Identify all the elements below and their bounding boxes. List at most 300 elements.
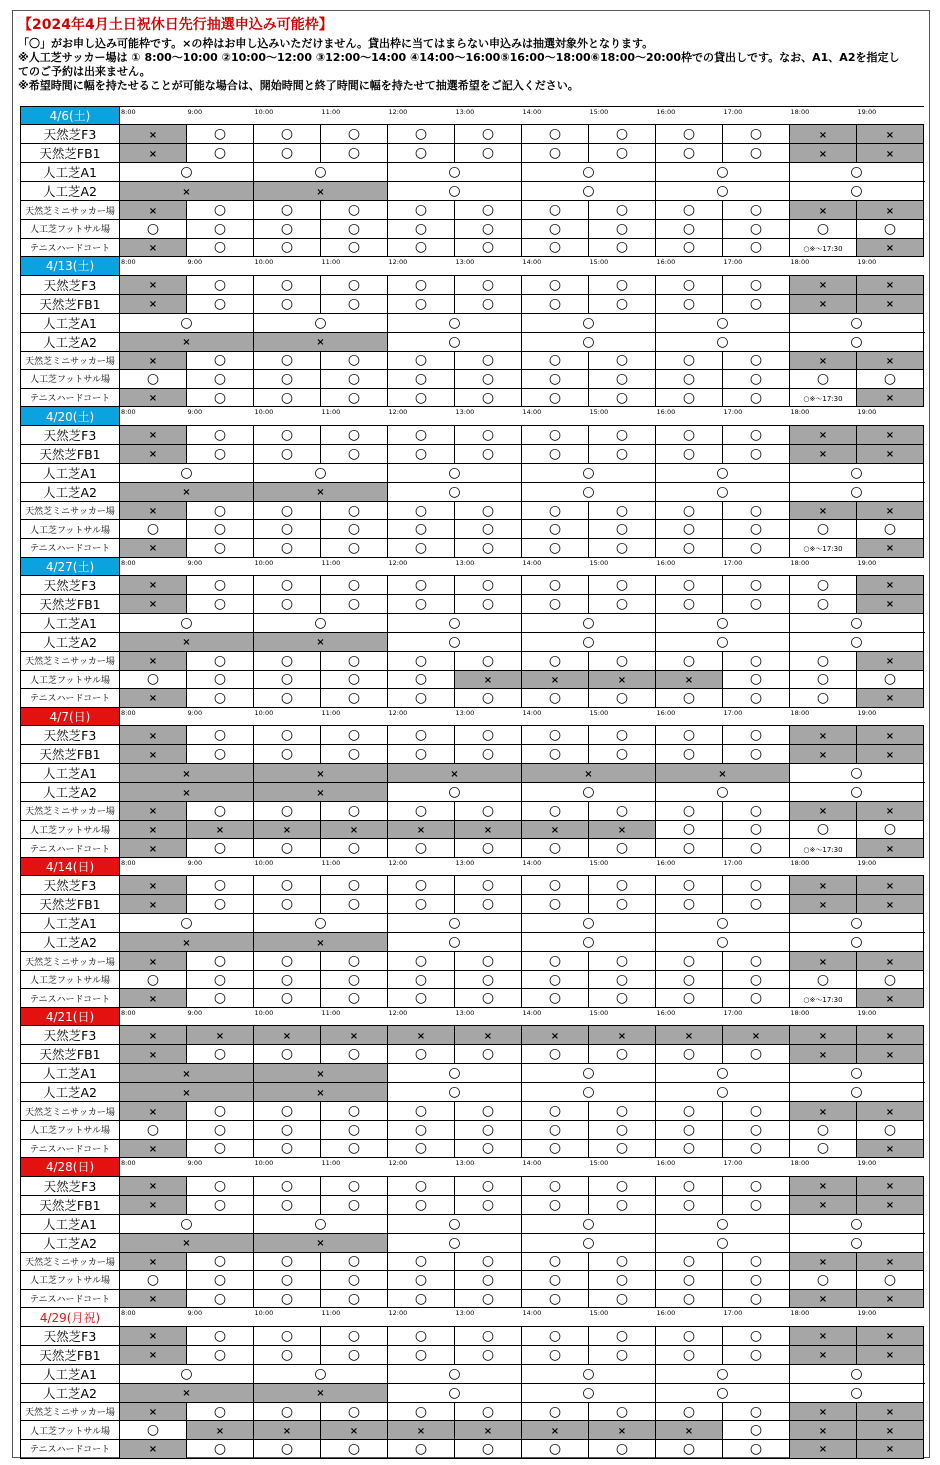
slot-available[interactable] bbox=[388, 613, 522, 632]
slot-available[interactable] bbox=[120, 1271, 187, 1290]
slot-available[interactable] bbox=[321, 238, 388, 257]
slot-available[interactable] bbox=[455, 651, 522, 670]
slot-available[interactable] bbox=[388, 895, 455, 914]
slot-available[interactable] bbox=[723, 425, 790, 444]
slot-available[interactable] bbox=[388, 1139, 455, 1158]
slot-available[interactable] bbox=[254, 388, 321, 407]
slot-available[interactable] bbox=[723, 444, 790, 463]
slot-available[interactable] bbox=[187, 1289, 254, 1308]
slot-available[interactable] bbox=[254, 613, 388, 632]
slot-available[interactable] bbox=[589, 219, 656, 238]
slot-available[interactable] bbox=[321, 444, 388, 463]
slot-available[interactable] bbox=[388, 726, 455, 745]
slot-available[interactable] bbox=[589, 689, 656, 708]
slot-available[interactable] bbox=[522, 332, 656, 351]
slot-available[interactable] bbox=[254, 238, 321, 257]
slot-available[interactable] bbox=[321, 594, 388, 613]
slot-available[interactable] bbox=[254, 1439, 321, 1458]
slot-available[interactable] bbox=[589, 1252, 656, 1271]
slot-available[interactable] bbox=[723, 651, 790, 670]
slot-available[interactable] bbox=[522, 1083, 656, 1102]
slot-available[interactable] bbox=[187, 594, 254, 613]
slot-available[interactable] bbox=[455, 1139, 522, 1158]
slot-available[interactable] bbox=[254, 1176, 321, 1195]
slot-available[interactable] bbox=[187, 501, 254, 520]
slot-available[interactable] bbox=[656, 689, 723, 708]
slot-available[interactable] bbox=[656, 1121, 723, 1140]
slot-available[interactable] bbox=[455, 689, 522, 708]
slot-available[interactable] bbox=[723, 538, 790, 557]
slot-available[interactable] bbox=[790, 463, 924, 482]
slot-available[interactable] bbox=[388, 482, 522, 501]
slot-available[interactable] bbox=[254, 594, 321, 613]
slot-available[interactable] bbox=[522, 201, 589, 220]
slot-available-until-1730[interactable] bbox=[790, 989, 857, 1008]
slot-available[interactable] bbox=[254, 895, 321, 914]
slot-available[interactable] bbox=[723, 1289, 790, 1308]
slot-available[interactable] bbox=[790, 1083, 924, 1102]
slot-available[interactable] bbox=[321, 839, 388, 858]
slot-available[interactable] bbox=[388, 294, 455, 313]
slot-available[interactable] bbox=[254, 1402, 321, 1421]
slot-available[interactable] bbox=[522, 1345, 589, 1364]
slot-available[interactable] bbox=[187, 388, 254, 407]
slot-available[interactable] bbox=[589, 895, 656, 914]
slot-available[interactable] bbox=[254, 1271, 321, 1290]
slot-available[interactable] bbox=[656, 1233, 790, 1252]
slot-available[interactable] bbox=[589, 1326, 656, 1345]
slot-available[interactable] bbox=[656, 219, 723, 238]
slot-available[interactable] bbox=[455, 745, 522, 764]
slot-available[interactable] bbox=[388, 463, 522, 482]
slot-available[interactable] bbox=[388, 538, 455, 557]
slot-available[interactable] bbox=[589, 425, 656, 444]
slot-available[interactable] bbox=[723, 201, 790, 220]
slot-available[interactable] bbox=[388, 1121, 455, 1140]
slot-available[interactable] bbox=[790, 1364, 924, 1383]
slot-available[interactable] bbox=[120, 370, 187, 389]
slot-available[interactable] bbox=[388, 351, 455, 370]
slot-available[interactable] bbox=[589, 1195, 656, 1214]
slot-available[interactable] bbox=[388, 1326, 455, 1345]
slot-available[interactable] bbox=[656, 1102, 723, 1121]
slot-available[interactable] bbox=[321, 1439, 388, 1458]
slot-available[interactable] bbox=[187, 839, 254, 858]
slot-available[interactable] bbox=[388, 332, 522, 351]
slot-available[interactable] bbox=[254, 520, 321, 539]
slot-available[interactable] bbox=[187, 1326, 254, 1345]
slot-available[interactable] bbox=[656, 1402, 723, 1421]
slot-available[interactable] bbox=[589, 238, 656, 257]
slot-available[interactable] bbox=[522, 1439, 589, 1458]
slot-available[interactable] bbox=[522, 989, 589, 1008]
slot-available[interactable] bbox=[857, 670, 924, 689]
slot-available[interactable] bbox=[790, 1121, 857, 1140]
slot-available[interactable] bbox=[187, 125, 254, 144]
slot-available[interactable] bbox=[388, 670, 455, 689]
slot-available[interactable] bbox=[388, 1083, 522, 1102]
slot-available[interactable] bbox=[254, 313, 388, 332]
slot-available[interactable] bbox=[589, 1045, 656, 1064]
slot-available[interactable] bbox=[656, 895, 723, 914]
slot-available[interactable] bbox=[120, 1364, 254, 1383]
slot-available[interactable] bbox=[656, 802, 723, 821]
slot-available[interactable] bbox=[455, 726, 522, 745]
slot-available[interactable] bbox=[254, 219, 321, 238]
slot-available[interactable] bbox=[455, 238, 522, 257]
slot-available[interactable] bbox=[388, 238, 455, 257]
slot-available[interactable] bbox=[187, 538, 254, 557]
slot-available[interactable] bbox=[589, 952, 656, 971]
slot-available[interactable] bbox=[522, 444, 589, 463]
slot-available[interactable] bbox=[857, 1271, 924, 1290]
slot-available[interactable] bbox=[388, 914, 522, 933]
slot-available[interactable] bbox=[522, 219, 589, 238]
slot-available[interactable] bbox=[388, 1345, 455, 1364]
slot-available[interactable] bbox=[388, 1064, 522, 1083]
slot-available[interactable] bbox=[187, 1139, 254, 1158]
slot-available[interactable] bbox=[455, 1045, 522, 1064]
slot-available[interactable] bbox=[522, 1102, 589, 1121]
slot-available[interactable] bbox=[522, 1402, 589, 1421]
slot-available[interactable] bbox=[321, 1195, 388, 1214]
slot-available[interactable] bbox=[790, 594, 857, 613]
slot-available[interactable] bbox=[790, 1271, 857, 1290]
slot-available[interactable] bbox=[187, 726, 254, 745]
slot-available[interactable] bbox=[790, 1139, 857, 1158]
slot-available[interactable] bbox=[455, 425, 522, 444]
slot-available[interactable] bbox=[455, 970, 522, 989]
slot-available[interactable] bbox=[254, 670, 321, 689]
slot-available[interactable] bbox=[388, 933, 522, 952]
slot-available[interactable] bbox=[388, 520, 455, 539]
slot-available[interactable] bbox=[120, 914, 254, 933]
slot-available[interactable] bbox=[522, 144, 589, 163]
slot-available[interactable] bbox=[187, 275, 254, 294]
slot-available[interactable] bbox=[187, 989, 254, 1008]
slot-available[interactable] bbox=[187, 238, 254, 257]
slot-available[interactable] bbox=[187, 1176, 254, 1195]
slot-available[interactable] bbox=[321, 726, 388, 745]
slot-available[interactable] bbox=[455, 388, 522, 407]
slot-available[interactable] bbox=[656, 726, 723, 745]
slot-available[interactable] bbox=[455, 125, 522, 144]
slot-available[interactable] bbox=[187, 1439, 254, 1458]
slot-available[interactable] bbox=[388, 1271, 455, 1290]
slot-available[interactable] bbox=[254, 144, 321, 163]
slot-available[interactable] bbox=[321, 275, 388, 294]
slot-available[interactable] bbox=[656, 275, 723, 294]
slot-available[interactable] bbox=[455, 501, 522, 520]
slot-available[interactable] bbox=[321, 1345, 388, 1364]
slot-available[interactable] bbox=[656, 1252, 723, 1271]
slot-available[interactable] bbox=[790, 670, 857, 689]
slot-available[interactable] bbox=[120, 613, 254, 632]
slot-available[interactable] bbox=[187, 425, 254, 444]
slot-available[interactable] bbox=[321, 1102, 388, 1121]
slot-available[interactable] bbox=[455, 876, 522, 895]
slot-available[interactable] bbox=[589, 275, 656, 294]
slot-available[interactable] bbox=[656, 125, 723, 144]
slot-available[interactable] bbox=[790, 482, 924, 501]
slot-available[interactable] bbox=[656, 463, 790, 482]
slot-available[interactable] bbox=[455, 1345, 522, 1364]
slot-available[interactable] bbox=[522, 1233, 656, 1252]
slot-available[interactable] bbox=[522, 783, 656, 802]
slot-available[interactable] bbox=[589, 351, 656, 370]
slot-available[interactable] bbox=[388, 689, 455, 708]
slot-available[interactable] bbox=[857, 370, 924, 389]
slot-available[interactable] bbox=[857, 820, 924, 839]
slot-available[interactable] bbox=[656, 144, 723, 163]
slot-available[interactable] bbox=[187, 689, 254, 708]
slot-available[interactable] bbox=[388, 182, 522, 201]
slot-available[interactable] bbox=[656, 1139, 723, 1158]
slot-available[interactable] bbox=[790, 370, 857, 389]
slot-available[interactable] bbox=[723, 952, 790, 971]
slot-available[interactable] bbox=[187, 1045, 254, 1064]
slot-available[interactable] bbox=[522, 313, 656, 332]
slot-available[interactable] bbox=[321, 895, 388, 914]
slot-available[interactable] bbox=[723, 1439, 790, 1458]
slot-available[interactable] bbox=[723, 294, 790, 313]
slot-available[interactable] bbox=[388, 313, 522, 332]
slot-available[interactable] bbox=[723, 520, 790, 539]
slot-available[interactable] bbox=[455, 1252, 522, 1271]
slot-available[interactable] bbox=[187, 1271, 254, 1290]
slot-available[interactable] bbox=[321, 520, 388, 539]
slot-available[interactable] bbox=[656, 163, 790, 182]
slot-available[interactable] bbox=[522, 594, 589, 613]
slot-available[interactable] bbox=[254, 538, 321, 557]
slot-available[interactable] bbox=[790, 914, 924, 933]
slot-available[interactable] bbox=[455, 1402, 522, 1421]
slot-available-until-1730[interactable] bbox=[790, 839, 857, 858]
slot-available[interactable] bbox=[388, 144, 455, 163]
slot-available[interactable] bbox=[455, 444, 522, 463]
slot-available[interactable] bbox=[589, 1345, 656, 1364]
slot-available[interactable] bbox=[254, 914, 388, 933]
slot-available-until-1730[interactable] bbox=[790, 538, 857, 557]
slot-available[interactable] bbox=[321, 201, 388, 220]
slot-available[interactable] bbox=[589, 1289, 656, 1308]
slot-available[interactable] bbox=[321, 1402, 388, 1421]
slot-available[interactable] bbox=[120, 970, 187, 989]
slot-available[interactable] bbox=[321, 1252, 388, 1271]
slot-available[interactable] bbox=[656, 1064, 790, 1083]
slot-available[interactable] bbox=[589, 839, 656, 858]
slot-available[interactable] bbox=[723, 594, 790, 613]
slot-available[interactable] bbox=[522, 275, 589, 294]
slot-available[interactable] bbox=[187, 1402, 254, 1421]
slot-available[interactable] bbox=[522, 1139, 589, 1158]
slot-available[interactable] bbox=[589, 1139, 656, 1158]
slot-available[interactable] bbox=[522, 726, 589, 745]
slot-available[interactable] bbox=[455, 1289, 522, 1308]
slot-available[interactable] bbox=[522, 876, 589, 895]
slot-available[interactable] bbox=[388, 1195, 455, 1214]
slot-available[interactable] bbox=[321, 952, 388, 971]
slot-available[interactable] bbox=[388, 594, 455, 613]
slot-available[interactable] bbox=[656, 1383, 790, 1402]
slot-available[interactable] bbox=[723, 989, 790, 1008]
slot-available[interactable] bbox=[187, 219, 254, 238]
slot-available[interactable] bbox=[790, 332, 924, 351]
slot-available[interactable] bbox=[790, 163, 924, 182]
slot-available[interactable] bbox=[455, 1121, 522, 1140]
slot-available[interactable] bbox=[388, 444, 455, 463]
slot-available[interactable] bbox=[790, 764, 924, 783]
slot-available[interactable] bbox=[790, 613, 924, 632]
slot-available[interactable] bbox=[723, 1326, 790, 1345]
slot-available[interactable] bbox=[656, 594, 723, 613]
slot-available[interactable] bbox=[187, 444, 254, 463]
slot-available[interactable] bbox=[187, 952, 254, 971]
slot-available[interactable] bbox=[254, 726, 321, 745]
slot-available[interactable] bbox=[187, 575, 254, 594]
slot-available[interactable] bbox=[522, 575, 589, 594]
slot-available[interactable] bbox=[254, 425, 321, 444]
slot-available[interactable] bbox=[254, 1345, 321, 1364]
slot-available[interactable] bbox=[656, 444, 723, 463]
slot-available[interactable] bbox=[187, 351, 254, 370]
slot-available-until-1730[interactable] bbox=[790, 238, 857, 257]
slot-available[interactable] bbox=[522, 1214, 656, 1233]
slot-available[interactable] bbox=[656, 425, 723, 444]
slot-available[interactable] bbox=[254, 125, 321, 144]
slot-available[interactable] bbox=[522, 1121, 589, 1140]
slot-available[interactable] bbox=[522, 1271, 589, 1290]
slot-available[interactable] bbox=[388, 1176, 455, 1195]
slot-available[interactable] bbox=[455, 275, 522, 294]
slot-available[interactable] bbox=[120, 313, 254, 332]
slot-available[interactable] bbox=[388, 163, 522, 182]
slot-available[interactable] bbox=[522, 745, 589, 764]
slot-available[interactable] bbox=[723, 1195, 790, 1214]
slot-available[interactable] bbox=[388, 425, 455, 444]
slot-available[interactable] bbox=[656, 1364, 790, 1383]
slot-available[interactable] bbox=[723, 370, 790, 389]
slot-available[interactable] bbox=[522, 163, 656, 182]
slot-available[interactable] bbox=[589, 745, 656, 764]
slot-available[interactable] bbox=[656, 370, 723, 389]
slot-available[interactable] bbox=[388, 989, 455, 1008]
slot-available[interactable] bbox=[254, 1045, 321, 1064]
slot-available[interactable] bbox=[321, 575, 388, 594]
slot-available[interactable] bbox=[723, 802, 790, 821]
slot-available[interactable] bbox=[656, 182, 790, 201]
slot-available[interactable] bbox=[455, 1271, 522, 1290]
slot-available[interactable] bbox=[522, 970, 589, 989]
slot-available[interactable] bbox=[723, 575, 790, 594]
slot-available[interactable] bbox=[656, 952, 723, 971]
slot-available[interactable] bbox=[254, 802, 321, 821]
slot-available[interactable] bbox=[656, 651, 723, 670]
slot-available[interactable] bbox=[522, 125, 589, 144]
slot-available[interactable] bbox=[254, 1289, 321, 1308]
slot-available[interactable] bbox=[120, 670, 187, 689]
slot-available[interactable] bbox=[790, 1383, 924, 1402]
slot-available[interactable] bbox=[321, 370, 388, 389]
slot-available[interactable] bbox=[656, 820, 723, 839]
slot-available[interactable] bbox=[790, 313, 924, 332]
slot-available[interactable] bbox=[656, 1289, 723, 1308]
slot-available[interactable] bbox=[254, 201, 321, 220]
slot-available[interactable] bbox=[589, 651, 656, 670]
slot-available[interactable] bbox=[388, 1439, 455, 1458]
slot-available[interactable] bbox=[254, 952, 321, 971]
slot-available[interactable] bbox=[589, 1271, 656, 1290]
slot-available[interactable] bbox=[254, 745, 321, 764]
slot-available[interactable] bbox=[656, 1345, 723, 1364]
slot-available[interactable] bbox=[790, 820, 857, 839]
slot-available[interactable] bbox=[656, 1083, 790, 1102]
slot-available[interactable] bbox=[321, 745, 388, 764]
slot-available[interactable] bbox=[589, 970, 656, 989]
slot-available[interactable] bbox=[589, 1121, 656, 1140]
slot-available[interactable] bbox=[455, 1176, 522, 1195]
slot-available[interactable] bbox=[388, 201, 455, 220]
slot-available[interactable] bbox=[120, 1421, 187, 1440]
slot-available[interactable] bbox=[723, 1421, 790, 1440]
slot-available[interactable] bbox=[254, 351, 321, 370]
slot-available[interactable] bbox=[656, 1045, 723, 1064]
slot-available[interactable] bbox=[388, 952, 455, 971]
slot-available[interactable] bbox=[589, 444, 656, 463]
slot-available[interactable] bbox=[388, 876, 455, 895]
slot-available[interactable] bbox=[455, 520, 522, 539]
slot-available[interactable] bbox=[522, 802, 589, 821]
slot-available[interactable] bbox=[857, 520, 924, 539]
slot-available[interactable] bbox=[321, 689, 388, 708]
slot-available[interactable] bbox=[321, 970, 388, 989]
slot-available[interactable] bbox=[589, 1439, 656, 1458]
slot-available[interactable] bbox=[187, 970, 254, 989]
slot-available[interactable] bbox=[120, 219, 187, 238]
slot-available[interactable] bbox=[321, 802, 388, 821]
slot-available[interactable] bbox=[321, 351, 388, 370]
slot-available[interactable] bbox=[522, 651, 589, 670]
slot-available[interactable] bbox=[388, 501, 455, 520]
slot-available[interactable] bbox=[388, 1252, 455, 1271]
slot-available[interactable] bbox=[522, 1364, 656, 1383]
slot-available[interactable] bbox=[187, 876, 254, 895]
slot-available[interactable] bbox=[723, 1139, 790, 1158]
slot-available[interactable] bbox=[254, 1364, 388, 1383]
slot-available[interactable] bbox=[321, 989, 388, 1008]
slot-available[interactable] bbox=[723, 275, 790, 294]
slot-available[interactable] bbox=[321, 1139, 388, 1158]
slot-available[interactable] bbox=[656, 914, 790, 933]
slot-available[interactable] bbox=[120, 163, 254, 182]
slot-available[interactable] bbox=[790, 1214, 924, 1233]
slot-available[interactable] bbox=[187, 1195, 254, 1214]
slot-available[interactable] bbox=[589, 594, 656, 613]
slot-available[interactable] bbox=[388, 575, 455, 594]
slot-available[interactable] bbox=[589, 1402, 656, 1421]
slot-available[interactable] bbox=[388, 1214, 522, 1233]
slot-available[interactable] bbox=[790, 970, 857, 989]
slot-available[interactable] bbox=[656, 745, 723, 764]
slot-available[interactable] bbox=[723, 895, 790, 914]
slot-available[interactable] bbox=[589, 802, 656, 821]
slot-available[interactable] bbox=[522, 613, 656, 632]
slot-available[interactable] bbox=[254, 1139, 321, 1158]
slot-available[interactable] bbox=[187, 895, 254, 914]
slot-available[interactable] bbox=[388, 370, 455, 389]
slot-available[interactable] bbox=[254, 970, 321, 989]
slot-available[interactable] bbox=[522, 1326, 589, 1345]
